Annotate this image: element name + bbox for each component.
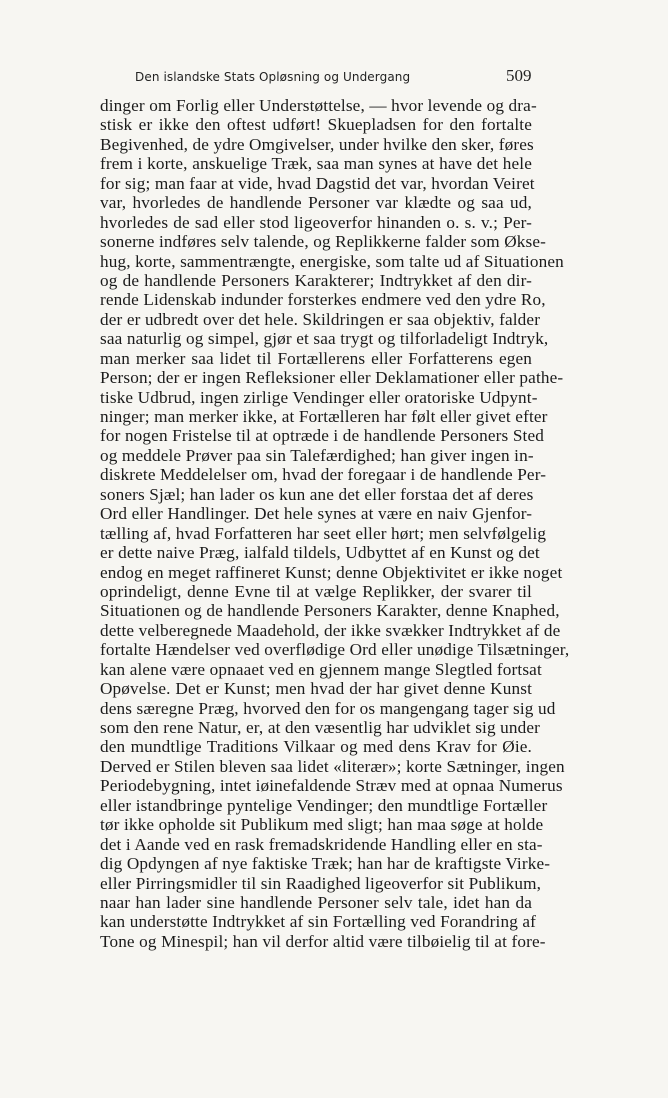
text-line: Person; der er ingen Refleksioner eller Deklamationer eller pathe- bbox=[100, 368, 564, 388]
text-line: fortalte Hændelser ved overflødige Ord eller unødige Tilsætninger, bbox=[100, 640, 570, 660]
text-line: Tone og Minespil; han vil derfor altid være tilbøielig til at fore- bbox=[100, 931, 546, 951]
text-line: Opøvelse. Det er Kunst; men hvad der har givet denne Kunst bbox=[100, 679, 532, 699]
text-line: dette velberegnede Maadehold, der ikke svækker Indtrykket af de bbox=[100, 620, 561, 640]
text-line: tiske Udbrud, ingen zirlige Vendinger eller oratoriske Udpynt- bbox=[100, 387, 538, 407]
text-line: det i Aande ved en rask fremadskridende Handling eller en sta- bbox=[100, 834, 543, 854]
text-line: Derved er Stilen bleven saa lidet «literær»; korte Sætninger, ingen bbox=[100, 756, 565, 776]
text-line: dinger om Forlig eller Understøttelse, — hvor levende og dra- bbox=[100, 96, 537, 115]
text-line: Situationen og de handlende Personers Karakter, denne Knaphed, bbox=[100, 601, 560, 621]
text-line: og meddele Prøver paa sin Talefærdighed; han giver ingen in- bbox=[100, 445, 534, 465]
text-line: oprindeligt, denne Evne til at vælge Replikker, der svarer til bbox=[100, 581, 532, 601]
text-line: stisk er ikke den oftest udført! Skuepladsen for den fortalte bbox=[100, 115, 532, 135]
text-line: Begivenhed, de ydre Omgivelser, under hvilke den sker, føres bbox=[100, 134, 534, 154]
text-line: frem i korte, anskuelige Træk, saa man synes at have det hele bbox=[100, 154, 532, 174]
text-line: saa naturlig og simpel, gjør et saa trygt og tilforladeligt Indtryk, bbox=[100, 329, 549, 349]
text-line: man merker saa lidet til Fortællerens eller Forfatterens egen bbox=[100, 348, 532, 368]
text-line: hug, korte, sammentrængte, energiske, som talte ud af Situationen bbox=[100, 251, 564, 271]
text-line: Ord eller Handlinger. Det hele synes at være en naiv Gjenfor- bbox=[100, 504, 533, 524]
text-line: den mundtlige Traditions Vilkaar og med dens Krav for Øie. bbox=[100, 737, 532, 757]
text-line: var, hvorledes de handlende Personer var klædte og saa ud, bbox=[100, 193, 532, 213]
text-line: tælling af, hvad Forfatteren har seet eller hørt; men selvfølgelig bbox=[100, 523, 547, 543]
text-line: hvorledes de sad eller stod ligeoverfor hinanden o. s. v.; Per- bbox=[100, 212, 532, 232]
text-line: Periodebygning, intet iøinefaldende Stræv med at opnaa Numerus bbox=[100, 776, 563, 796]
text-line: der er udbredt over det hele. Skildringen er saa objektiv, falder bbox=[100, 309, 541, 329]
text-line: som den rene Natur, er, at den væsentlig har udviklet sig under bbox=[100, 718, 541, 737]
page-number: 509 bbox=[506, 66, 532, 85]
text-line: rende Lidenskab indunder forsterkes endmere ved den ydre Ro, bbox=[100, 290, 546, 310]
text-line: soners Sjæl; han lader os kun ane det eller forstaa det af deres bbox=[100, 484, 534, 504]
text-line: tør ikke opholde sit Publikum med sligt; han maa søge at holde bbox=[100, 815, 544, 835]
running-title: Den islandske Stats Opløsning og Undergang bbox=[135, 70, 411, 84]
text-line: for nogen Fristelse til at optræde i de handlende Personers Sted bbox=[100, 426, 544, 446]
text-line: eller istandbringe pyntelige Vendinger; den mundtlige Fortæller bbox=[100, 795, 548, 815]
text-line: naar han lader sine handlende Personer selv tale, idet han da bbox=[100, 892, 532, 912]
text-line: sonerne indføres selv talende, og Replikkerne falder som Økse- bbox=[100, 232, 547, 252]
text-line: endog en meget raffineret Kunst; denne Objektivitet er ikke noget bbox=[100, 562, 563, 582]
text-line: diskrete Meddelelser om, hvad der foregaar i de handlende Per- bbox=[100, 465, 547, 485]
text-line: ninger; man merker ikke, at Fortælleren har følt eller givet efter bbox=[100, 407, 548, 426]
text-line: dens særegne Præg, hvorved den for os mangengang tager sig ud bbox=[100, 698, 556, 718]
text-line: er dette naive Præg, ialfald tildels, Udbyttet af en Kunst og det bbox=[100, 543, 540, 563]
text-line: eller Pirringsmidler til sin Raadighed ligeoverfor sit Publikum, bbox=[100, 873, 542, 893]
text-line: for sig; man faar at vide, hvad Dagstid det var, hvordan Veiret bbox=[100, 173, 535, 193]
text-line: kan understøtte Indtrykket af sin Fortælling ved Forandring af bbox=[100, 912, 537, 932]
body-text bbox=[100, 96, 570, 951]
text-line: og de handlende Personers Karakterer; Indtrykket af den dir- bbox=[100, 270, 532, 290]
text-line: dig Opdyngen af nye faktiske Træk; han har de kraftigste Virke- bbox=[100, 854, 551, 874]
text-line: kan alene være opnaaet ved en gjennem mange Slegtled fortsat bbox=[100, 659, 542, 679]
